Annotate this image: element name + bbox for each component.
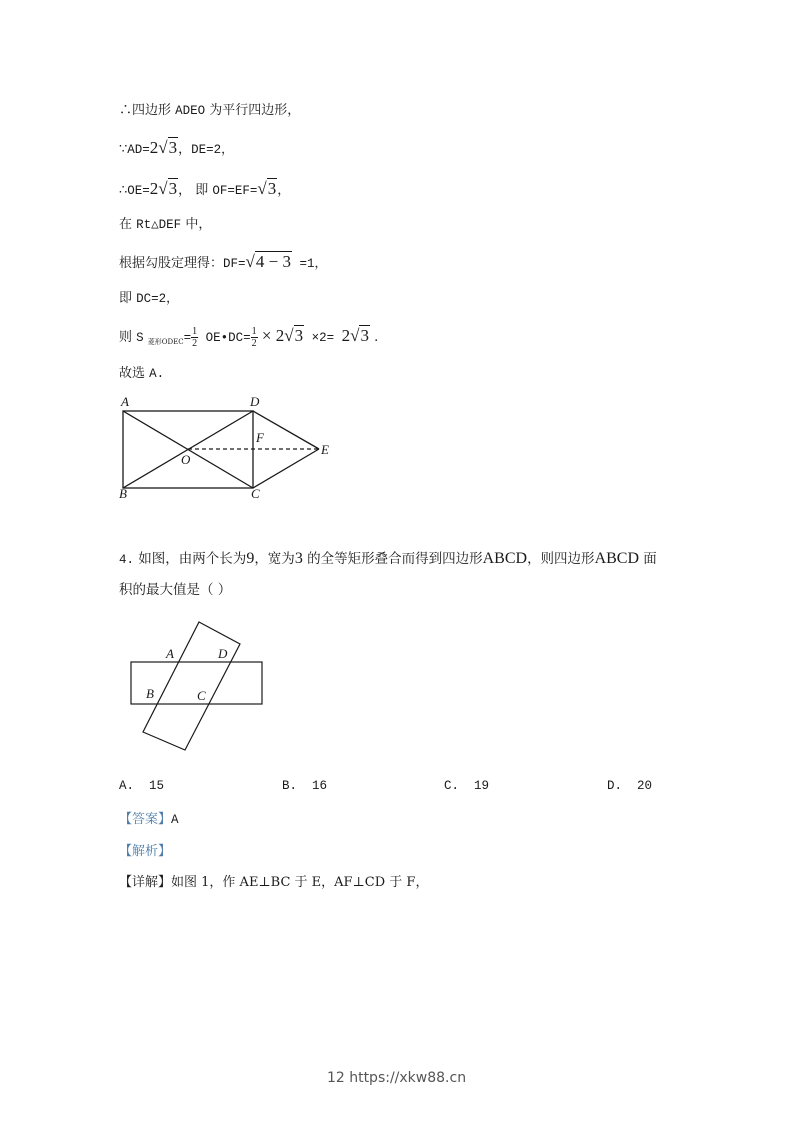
- sqrt-expression: √4 − 3: [245, 252, 291, 271]
- text: DE=2，: [191, 143, 234, 157]
- text: ×2=: [304, 331, 342, 345]
- text: ， 即: [178, 183, 213, 198]
- text: 如图，由两个长为: [134, 551, 247, 567]
- text: A.: [149, 367, 165, 381]
- sqrt-expression: √3: [350, 326, 369, 345]
- sqrt-expression: √3: [284, 326, 304, 345]
- text: OE=: [127, 184, 150, 198]
- label-b: B: [119, 486, 127, 501]
- text: ∴: [119, 183, 128, 198]
- sqrt-expression: √3: [158, 138, 178, 157]
- figure-rectangle-rhombus: [0, 0, 793, 520]
- math-coefficient: 2: [149, 179, 159, 198]
- subscript: 菱形ODEC: [147, 338, 184, 346]
- text: 3: [294, 550, 303, 567]
- analysis-line: [119, 842, 171, 862]
- text: 故选: [119, 366, 150, 381]
- text: DF=: [223, 257, 246, 271]
- text: 中，: [181, 217, 212, 232]
- question-4-stem-line-1: [119, 549, 657, 570]
- text: .: [369, 330, 379, 345]
- label-d: D: [250, 394, 260, 409]
- text: OE•DC=: [198, 331, 251, 345]
- text: ADEO: [175, 104, 206, 118]
- figure-overlapping-rectangles: [0, 600, 793, 770]
- text: 的全等矩形叠合而得到四边形: [302, 551, 483, 567]
- answer-tag: 【答案】: [119, 812, 172, 827]
- text: ，则四边形: [527, 551, 595, 567]
- question-number: 4.: [119, 553, 135, 567]
- label-c: C: [197, 688, 206, 703]
- answer-line: [119, 810, 179, 830]
- text: ，: [178, 142, 192, 157]
- answer-value: A: [171, 813, 179, 827]
- text: 2: [341, 326, 351, 345]
- detail-text: 如图 1，作 AE⊥BC 于 E，AF⊥CD 于 F，: [171, 875, 429, 890]
- area-symbol: S: [136, 331, 144, 345]
- text: 在: [119, 217, 137, 232]
- label-d: D: [218, 646, 228, 661]
- sqrt-expression: √3: [257, 179, 277, 198]
- label-e: E: [321, 442, 329, 457]
- option-b[interactable]: B. 16: [282, 779, 328, 793]
- question-4-stem-line-2: [119, 580, 231, 600]
- text: 9: [246, 550, 255, 567]
- text: ，宽为: [254, 551, 295, 567]
- text: ∵: [119, 142, 128, 157]
- label-c: C: [251, 486, 260, 501]
- text: =1，: [291, 257, 327, 271]
- text: DC=2，: [136, 292, 179, 306]
- text: 为平行四边形，: [205, 103, 301, 118]
- text: ∴四边形: [119, 103, 176, 118]
- text: 即: [119, 291, 137, 306]
- label-f: F: [256, 430, 264, 445]
- text: ×: [257, 326, 276, 345]
- label-o: O: [181, 452, 191, 467]
- detail-line: [119, 873, 428, 893]
- text: OF=EF=: [212, 184, 258, 198]
- text: ，: [277, 183, 291, 198]
- sqrt-expression: √3: [158, 179, 178, 198]
- fraction: $\frac{1}{2}$: [192, 326, 198, 349]
- text: 积的最大值是（ ）: [119, 582, 232, 598]
- text: 面: [639, 551, 657, 567]
- text: 则: [119, 330, 137, 345]
- page-footer: 12 https://xkw88.cn: [326, 1070, 467, 1086]
- option-c[interactable]: C. 19: [444, 779, 490, 793]
- text: Rt△DEF: [136, 218, 182, 232]
- text: 根据勾股定理得：: [119, 256, 224, 271]
- label-a: A: [166, 646, 174, 661]
- label-a: A: [121, 394, 129, 409]
- text: 2: [275, 326, 285, 345]
- detail-tag: 【详解】: [119, 875, 172, 890]
- answer-options: [119, 779, 679, 799]
- text: ABCD: [594, 550, 640, 567]
- text: AD=: [127, 143, 150, 157]
- analysis-tag: 【解析】: [119, 844, 172, 859]
- text: =: [183, 331, 192, 345]
- text: ABCD: [482, 550, 528, 567]
- option-a[interactable]: A. 15: [119, 779, 165, 793]
- math-coefficient: 2: [149, 138, 159, 157]
- option-d[interactable]: D. 20: [607, 779, 653, 793]
- fraction: $\frac{1}{2}$: [251, 326, 257, 349]
- label-b: B: [146, 686, 154, 701]
